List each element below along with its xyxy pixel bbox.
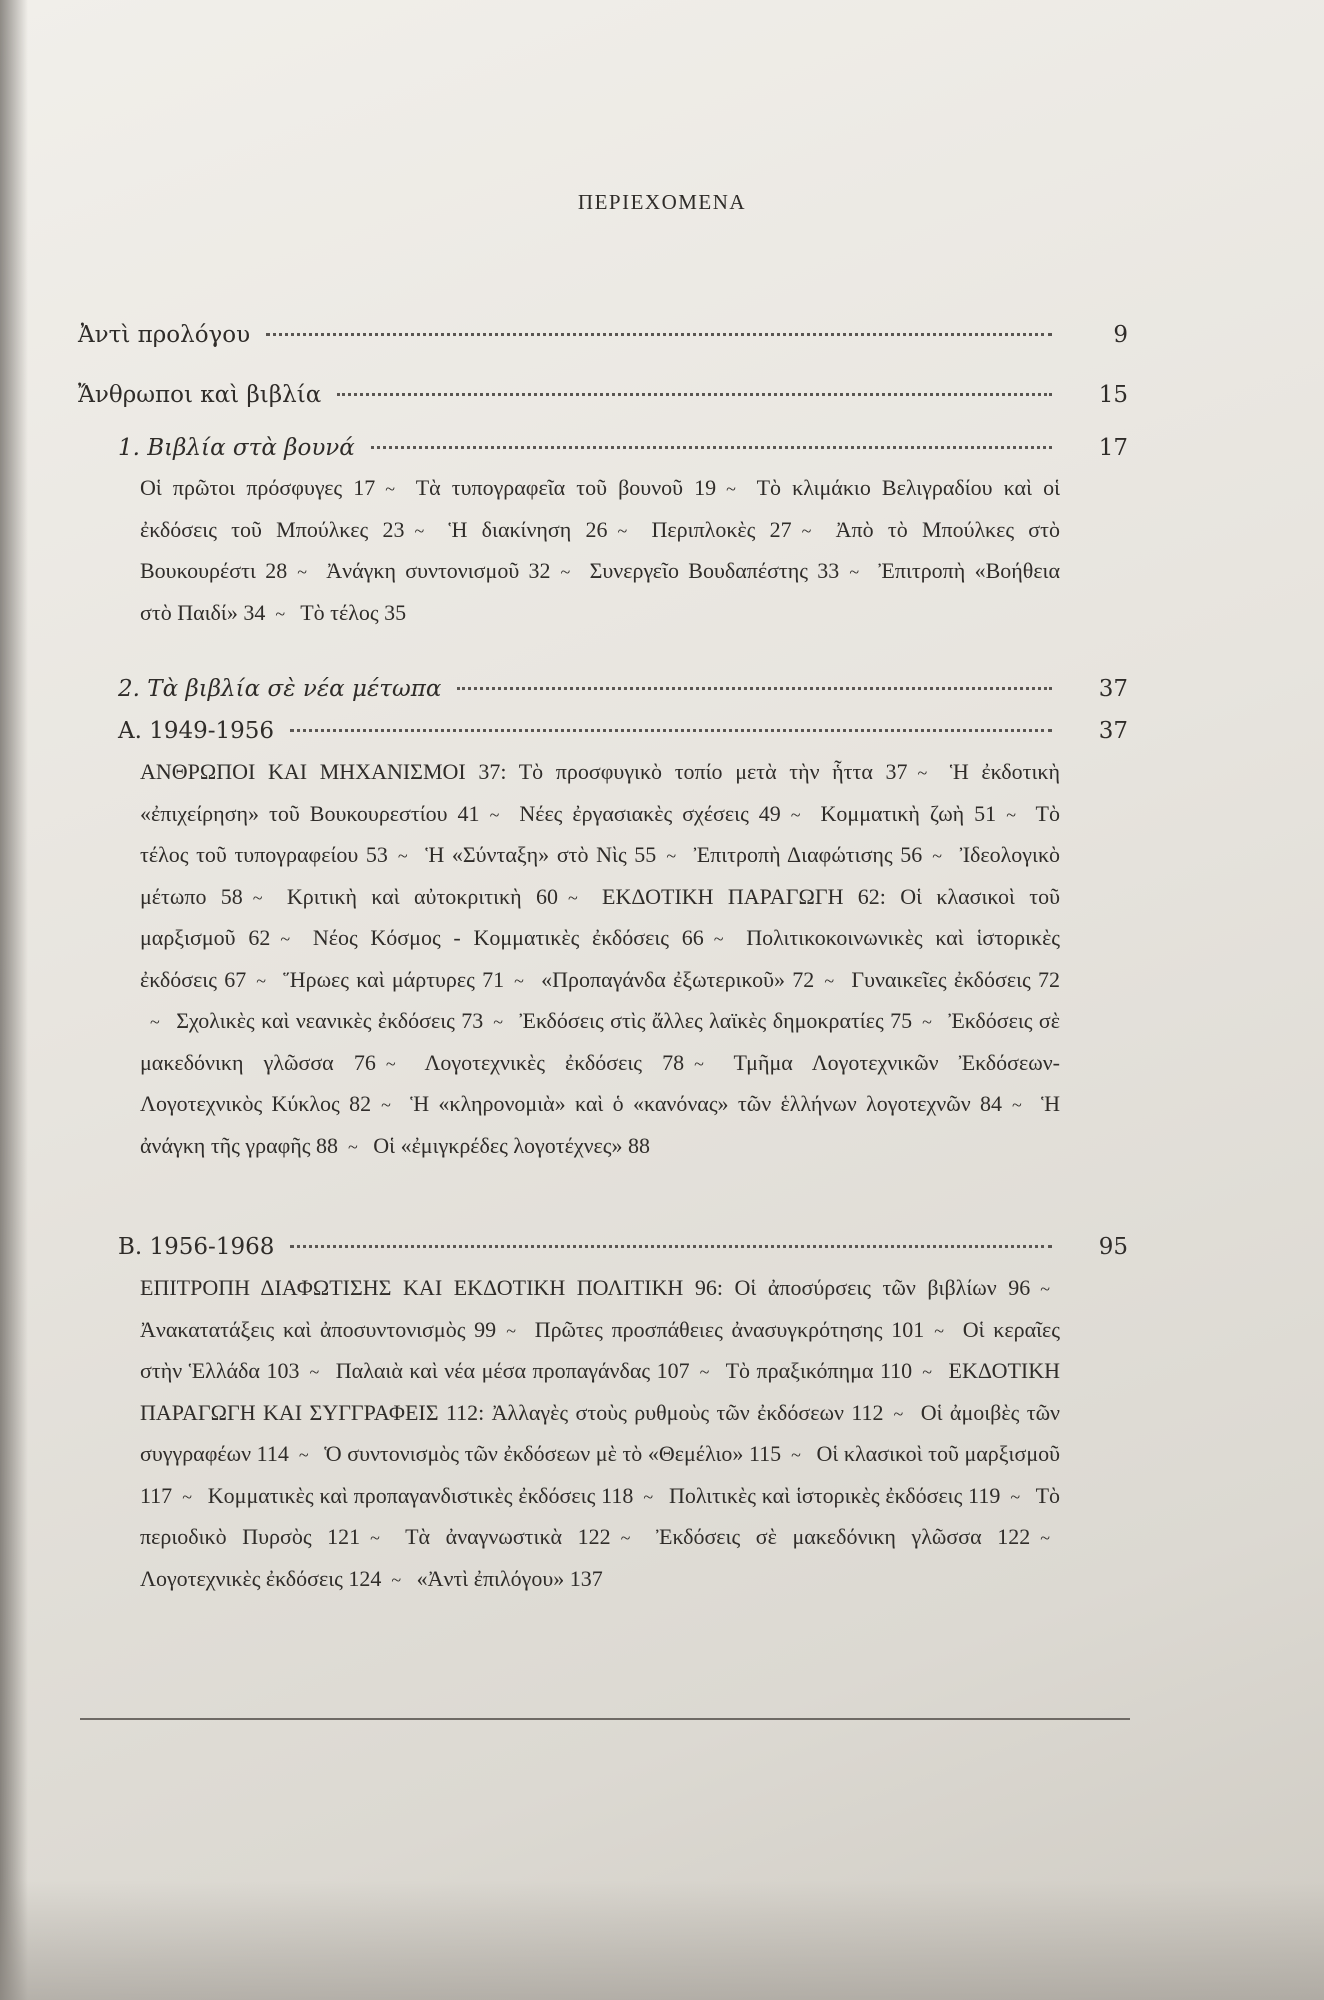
toc-entry-label: Α. 1949-1956 bbox=[118, 718, 275, 744]
toc-subentry: Λογοτεχνικὲς ἐκδόσεις 78 bbox=[424, 1049, 685, 1075]
separator-mark: ~ bbox=[801, 520, 812, 541]
separator-mark: ~ bbox=[348, 1136, 358, 1157]
toc-subentry: Τὸ τέλος 35 bbox=[300, 599, 407, 625]
dot-leader bbox=[266, 333, 1052, 336]
toc-entry-people-books bbox=[78, 382, 1128, 408]
toc-subentry: Οἱ «ἐμιγκρέδες λογοτέχνες» 88 bbox=[373, 1132, 650, 1158]
separator-mark: ~ bbox=[385, 1053, 396, 1074]
separator-mark: ~ bbox=[666, 846, 677, 866]
separator-mark: ~ bbox=[1010, 1486, 1021, 1507]
toc-subentry: Γυναικεῖες ἐκδόσεις 72 bbox=[851, 966, 1061, 992]
separator-mark: ~ bbox=[643, 1486, 654, 1507]
toc-subentry: Κομματικὲς καὶ προπαγανδιστικὲς ἐκδόσεις 118 bbox=[207, 1482, 634, 1508]
chapter-1-contents bbox=[140, 468, 1060, 634]
page-title: ΠΕΡΙΕΧΟΜΕΝΑ bbox=[577, 190, 747, 214]
toc-subentry: Σχολικὲς καὶ νεανικὲς ἐκδόσεις 73 bbox=[176, 1008, 484, 1033]
toc-subentry: Παλαιὰ καὶ νέα μέσα προπαγάνδας 107 bbox=[335, 1358, 690, 1383]
toc-subentry: Ἡ «Σύνταξη» στὸ Νὶς 55 bbox=[425, 842, 657, 867]
separator-mark: ~ bbox=[280, 929, 291, 949]
page-edge-shadow bbox=[0, 0, 28, 2000]
toc-subentry: Οἱ πρῶτοι πρόσφυγες 17 bbox=[140, 475, 376, 500]
toc-entry-chapter-2 bbox=[118, 676, 1128, 702]
separator-mark: ~ bbox=[297, 562, 307, 582]
separator-mark: ~ bbox=[567, 887, 578, 908]
separator-mark: ~ bbox=[791, 1445, 801, 1465]
separator-mark: ~ bbox=[256, 970, 266, 991]
separator-mark: ~ bbox=[514, 970, 524, 991]
toc-subentry: ΑΝΘΡΩΠΟΙ ΚΑΙ ΜΗΧΑΝΙΣΜΟΙ 37: Τὸ προσφυγικὸ τοπίο μετὰ τὴν ἧττα 37 bbox=[140, 759, 908, 784]
section-b-contents bbox=[140, 1268, 1060, 1600]
separator-mark: ~ bbox=[506, 1320, 516, 1341]
toc-entry-label: Β. 1956-1968 bbox=[118, 1234, 275, 1260]
separator-mark: ~ bbox=[370, 1528, 380, 1548]
separator-mark: ~ bbox=[385, 479, 395, 499]
toc-subentry: Ἐπιτροπὴ Διαφώτισης 56 bbox=[693, 842, 923, 867]
separator-mark: ~ bbox=[824, 970, 835, 991]
toc-entry-label: Ἄνθρωποι καὶ βιβλία bbox=[78, 382, 322, 408]
toc-subentry: Τὸ περιοδικὸ Πυρσὸς 121 bbox=[140, 1482, 1061, 1549]
toc-subentry: Τὰ ἀναγνωστικὰ 122 bbox=[405, 1524, 611, 1549]
separator-mark: ~ bbox=[150, 1012, 160, 1032]
toc-subentry: Ἡ ἐκδοτικὴ «ἐπιχείρηση» τοῦ Βουκουρεστίου 41 bbox=[140, 759, 1060, 826]
toc-subentry: Ἡ «κληρονομιὰ» καὶ ὁ «κανόνας» τῶν ἑλλήνων λογοτεχνῶν 84 bbox=[410, 1091, 1003, 1116]
separator-mark: ~ bbox=[298, 1445, 309, 1465]
toc-subentry: Τὰ τυπογραφεῖα τοῦ βουνοῦ 19 bbox=[415, 475, 717, 500]
toc-subentry: «Προπαγάνδα ἐξωτερικοῦ» 72 bbox=[541, 966, 815, 992]
separator-mark: ~ bbox=[617, 520, 628, 541]
dot-leader bbox=[290, 729, 1052, 732]
separator-mark: ~ bbox=[1012, 1095, 1022, 1115]
dot-leader bbox=[371, 446, 1052, 449]
separator-mark: ~ bbox=[694, 1053, 704, 1074]
toc-subentry: Ἐκδόσεις σὲ μακεδόνικη γλῶσσα 76 bbox=[140, 1008, 1061, 1075]
toc-subentry: ΕΚΔΟΤΙΚΗ ΠΑΡΑΓΩΓΗ ΚΑΙ ΣΥΓΓΡΑΦΕΙΣ 112: Ἀλλαγὲς στοὺς ρυθμοὺς τῶν ἐκδόσεων 112 bbox=[140, 1358, 1061, 1425]
toc-subentry: Κομματικὴ ζωὴ 51 bbox=[820, 800, 997, 826]
toc-subentry: Ὁ συντονισμὸς τῶν ἐκδόσεων μὲ τὸ «Θεμέλιο» 115 bbox=[324, 1441, 782, 1466]
separator-mark: ~ bbox=[1040, 1528, 1050, 1548]
separator-mark: ~ bbox=[932, 846, 943, 866]
toc-subentry: Ἀπὸ τὸ Μπούλκες στὸ Βουκουρέστι 28 bbox=[140, 516, 1060, 583]
separator-mark: ~ bbox=[489, 804, 500, 825]
separator-mark: ~ bbox=[934, 1320, 944, 1341]
separator-mark: ~ bbox=[560, 562, 571, 582]
separator-mark: ~ bbox=[713, 929, 724, 949]
toc-subentry: Περιπλοκὲς 27 bbox=[651, 516, 792, 542]
separator-mark: ~ bbox=[397, 846, 408, 866]
separator-mark: ~ bbox=[620, 1528, 631, 1548]
toc-subentry: Τὸ κλιμάκιο Βελιγραδίου καὶ οἱ ἐκδόσεις τοῦ Μπούλκες 23 bbox=[140, 475, 1060, 542]
toc-subentry: Τὸ πραξικόπημα 110 bbox=[725, 1358, 913, 1383]
toc-subentry: Ἡ διακίνηση 26 bbox=[448, 516, 608, 542]
toc-subentry: Οἱ κεραῖες στὴν Ἑλλάδα 103 bbox=[140, 1316, 1061, 1383]
toc-subentry: Πολιτικὲς καὶ ἱστορικὲς ἐκδόσεις 119 bbox=[668, 1482, 1001, 1508]
toc-subentry: Ἐκδόσεις στὶς ἄλλες λαϊκὲς δημοκρατίες 75 bbox=[519, 1008, 913, 1033]
toc-subentry: Πρῶτες προσπάθειες ἀνασυγκρότησης 101 bbox=[534, 1316, 925, 1342]
toc-entry-section-a bbox=[118, 718, 1128, 744]
toc-subentry: «Ἀντὶ ἐπιλόγου» 137 bbox=[416, 1565, 603, 1591]
toc-entry-chapter-1 bbox=[118, 435, 1128, 461]
toc-subentry: Τμῆμα Λογοτεχνικῶν Ἐκδόσεων-Λογοτεχνικὸς Κύκλος 82 bbox=[140, 1049, 1060, 1116]
separator-mark: ~ bbox=[917, 763, 928, 783]
separator-mark: ~ bbox=[726, 479, 736, 499]
toc-subentry: Νέος Κόσμος - Κομματικὲς ἐκδόσεις 66 bbox=[312, 925, 704, 950]
separator-mark: ~ bbox=[309, 1362, 320, 1382]
toc-entry-page: 95 bbox=[1098, 1234, 1128, 1260]
toc-subentry: Ἡ ἀνάγκη τῆς γραφῆς 88 bbox=[140, 1091, 1061, 1158]
toc-subentry: ΕΠΙΤΡΟΠΗ ΔΙΑΦΩΤΙΣΗΣ ΚΑΙ ΕΚΔΟΤΙΚΗ ΠΟΛΙΤΙΚΗ 96: Οἱ ἀποσύρσεις τῶν βιβλίων 96 bbox=[140, 1275, 1031, 1300]
separator-mark: ~ bbox=[1006, 804, 1016, 825]
separator-mark: ~ bbox=[414, 520, 425, 541]
separator-mark: ~ bbox=[493, 1012, 504, 1032]
section-a-contents bbox=[140, 752, 1060, 1167]
separator-mark: ~ bbox=[922, 1012, 932, 1032]
toc-subentry: Ἰδεολογικὸ μέτωπο 58 bbox=[140, 842, 1061, 909]
separator-mark: ~ bbox=[1040, 1279, 1050, 1299]
separator-mark: ~ bbox=[275, 603, 286, 624]
toc-subentry: Κριτικὴ καὶ αὐτοκριτικὴ 60 bbox=[286, 883, 558, 909]
toc-subentry: Νέες ἐργασιακὲς σχέσεις 49 bbox=[519, 800, 781, 826]
dot-leader bbox=[457, 687, 1052, 690]
toc-entry-page: 37 bbox=[1098, 718, 1128, 744]
toc-subentry: Ἐκδόσεις σὲ μακεδόνικη γλῶσσα 122 bbox=[656, 1524, 1031, 1549]
separator-mark: ~ bbox=[849, 562, 860, 582]
dot-leader bbox=[290, 1245, 1052, 1248]
toc-entry-label: 2. Τὰ βιβλία σὲ νέα μέτωπα bbox=[118, 676, 442, 702]
bottom-rule bbox=[80, 1718, 1130, 1720]
toc-entry-section-b bbox=[118, 1234, 1128, 1260]
toc-subentry: Ἐπιτροπὴ «Βοήθεια στὸ Παιδί» 34 bbox=[140, 558, 1060, 625]
toc-entry-label: Ἀντὶ προλόγου bbox=[78, 322, 251, 348]
toc-subentry: Συνεργεῖο Βουδαπέστης 33 bbox=[589, 558, 840, 583]
toc-entry-page: 37 bbox=[1098, 676, 1128, 702]
separator-mark: ~ bbox=[922, 1362, 932, 1382]
separator-mark: ~ bbox=[699, 1362, 710, 1382]
separator-mark: ~ bbox=[381, 1095, 391, 1115]
toc-entry-page: 17 bbox=[1098, 435, 1128, 461]
toc-subentry: Τὸ τέλος τοῦ τυπογραφείου 53 bbox=[140, 800, 1060, 867]
toc-subentry: Οἱ ἀμοιβὲς τῶν συγγραφέων 114 bbox=[140, 1399, 1061, 1466]
toc-subentry: Ἀνάγκη συντονισμοῦ 32 bbox=[326, 558, 551, 583]
separator-mark: ~ bbox=[893, 1403, 904, 1424]
toc-entry-page: 15 bbox=[1098, 382, 1128, 408]
dot-leader bbox=[337, 393, 1052, 396]
toc-entry-page: 9 bbox=[1113, 322, 1128, 348]
toc-entry-preface bbox=[78, 322, 1128, 348]
toc-subentry: Ἥρωες καὶ μάρτυρες 71 bbox=[283, 966, 505, 992]
toc-subentry: Πολιτικοκοινωνικὲς καὶ ἱστορικὲς ἐκδόσεις 67 bbox=[140, 925, 1061, 992]
separator-mark: ~ bbox=[182, 1486, 192, 1507]
toc-subentry: Λογοτεχνικὲς ἐκδόσεις 124 bbox=[140, 1565, 382, 1591]
separator-mark: ~ bbox=[391, 1569, 402, 1590]
separator-mark: ~ bbox=[790, 804, 801, 825]
toc-subentry: Ἀνακατατάξεις καὶ ἀποσυντονισμὸς 99 bbox=[140, 1316, 497, 1342]
toc-entry-label: 1. Βιβλία στὰ βουνά bbox=[118, 435, 355, 461]
toc-subentry: ΕΚΔΟΤΙΚΗ ΠΑΡΑΓΩΓΗ 62: Οἱ κλασικοὶ τοῦ μαρξισμοῦ 62 bbox=[140, 883, 1061, 950]
toc-subentry: Οἱ κλασικοὶ τοῦ μαρξισμοῦ 117 bbox=[140, 1441, 1061, 1508]
separator-mark: ~ bbox=[252, 887, 263, 908]
